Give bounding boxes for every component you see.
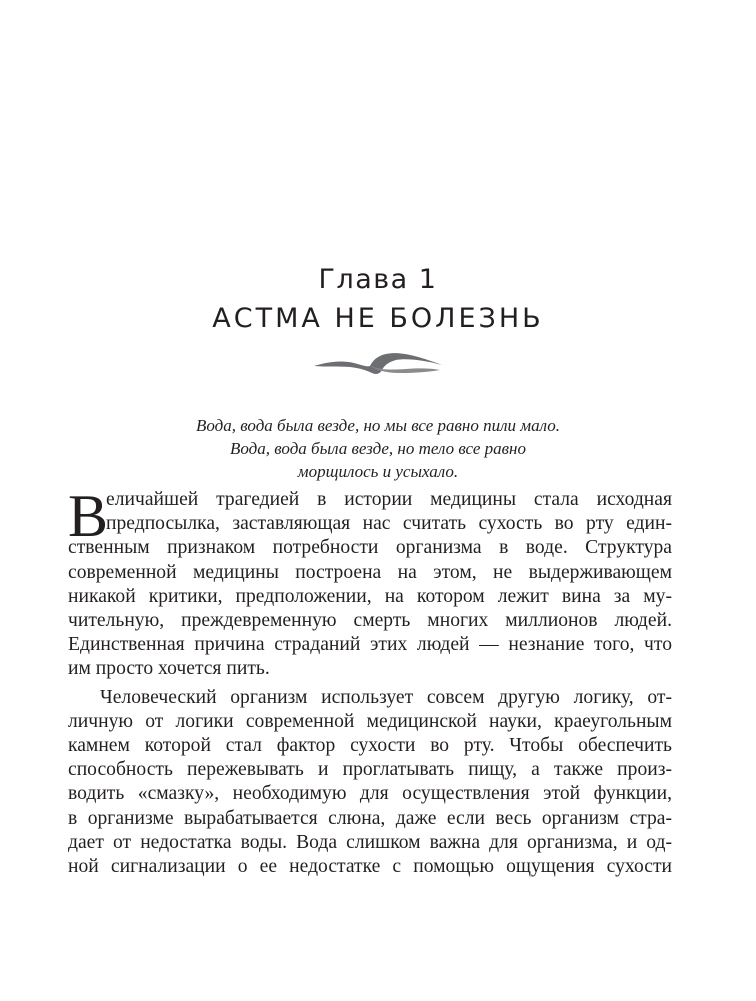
paragraph-1: [68, 483, 672, 682]
text-line: водить «смазку», необходимую для осуществления этой функции,: [68, 783, 672, 805]
epigraph: [0, 414, 756, 483]
text-line: еличайшей трагедией в истории медицины стала исходная: [106, 489, 672, 510]
text-line: им просто хочется пить.: [68, 658, 270, 680]
chapter-number: Глава 1: [318, 264, 438, 295]
text-line: ственным признаком потребности организма в воде. Структура: [68, 537, 672, 559]
wave-flourish-icon: [310, 348, 446, 378]
text-line: камнем которой стал фактор сухости во рту. Чтобы обеспечить: [68, 735, 672, 757]
drop-cap: В: [68, 483, 109, 549]
text-line: способность пережевывать и проглатывать пищу, а также произ-: [68, 759, 672, 781]
body-text: [68, 483, 672, 879]
text-line: Единственная причина страданий этих людей — незнание того, что: [68, 634, 672, 656]
text-line: Человеческий организм использует совсем другую логику, от-: [100, 686, 672, 708]
paragraph-2: [68, 686, 672, 880]
epigraph-line: Вода, вода была везде, но мы все равно пили мало.: [196, 416, 560, 435]
epigraph-line: Вода, вода была везде, но тело все равно: [230, 439, 526, 458]
text-line: дает от недостатка воды. Вода слишком важна для организма, и од-: [68, 831, 672, 853]
epigraph-line: морщилось и усыхало.: [297, 462, 459, 481]
text-line: личную от логики современной медицинской науки, краеугольным: [68, 710, 672, 732]
text-line: современной медицины построена на этом, не выдерживающем: [68, 561, 672, 583]
text-line: предпосылка, заставляющая нас считать сухость во рту един-: [106, 513, 672, 535]
text-line: в организме вырабатывается слюна, даже если весь организм стра-: [68, 807, 672, 829]
chapter-title: АСТМА НЕ БОЛЕЗНЬ: [212, 303, 544, 334]
text-line: ной сигнализации о ее недостатке с помощью ощущения сухости: [68, 856, 672, 878]
text-line: чительную, преждевременную смерть многих миллионов людей.: [68, 610, 672, 632]
text-line: никакой критики, предположении, на котором лежит вина за му-: [68, 585, 672, 607]
